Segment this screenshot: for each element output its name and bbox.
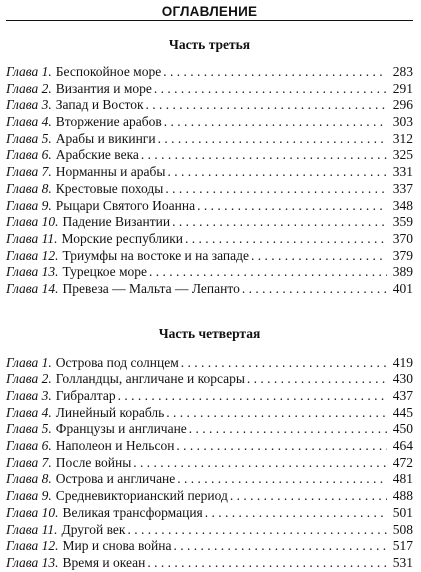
page-number: 430 [392,371,413,387]
chapter-label: Глава 4. [6,404,52,420]
toc-entry [6,405,413,422]
page-number: 531 [392,554,413,570]
toc-entry [6,97,413,114]
chapter-title: Турецкое море [62,264,148,280]
chapter-title: Мир и снова война [62,538,172,554]
chapter-label: Глава 6. [6,147,52,163]
page-number: 419 [392,354,413,370]
chapter-title: Морские республики [61,230,183,246]
page-number: 312 [392,130,413,146]
dot-leader [176,438,387,455]
chapter-label: Глава 1. [6,64,52,79]
dot-leader [181,355,387,372]
chapter-label: Глава 9. [6,488,52,504]
part-title-4: Часть четвертая [158,325,261,341]
page-number: 488 [392,488,413,504]
part-title-3: Часть третья [168,37,251,52]
page-number: 337 [392,180,413,196]
chapter-title: Острова под солнцем [55,354,179,370]
toc-entry [6,248,413,265]
chapter-label: Глава 8. [6,180,52,196]
toc-entry [6,522,413,539]
toc-entry [6,538,413,555]
page-number: 464 [392,438,413,454]
chapter-label: Глава 13. [6,264,59,280]
page-number: 370 [392,230,413,246]
page-number: 359 [392,214,413,230]
dot-leader [127,522,387,539]
chapter-label: Глава 8. [6,471,52,487]
chapter-title: Крестовые походы [55,180,164,196]
page-number: 401 [392,280,413,296]
chapter-label: Глава 10. [6,504,59,520]
page-number: 379 [392,247,413,263]
chapter-title: Падение Византии [62,214,171,230]
page-number: 283 [392,64,413,79]
page-number: 472 [392,454,413,470]
chapter-title: Голландцы, англичане и корсары [55,371,245,387]
dot-leader [165,181,387,198]
dot-leader [158,131,387,148]
chapter-title: Рыцари Святого Иоанна [55,197,196,213]
toc-entry [6,81,413,98]
dot-leader [177,471,387,488]
toc-entry [6,388,413,405]
toc-entry [6,114,413,131]
toc-entry [6,231,413,248]
dot-leader [141,147,387,164]
chapter-label: Глава 1. [6,354,52,370]
chapter-title: Триумфы на востоке и на западе [62,247,249,263]
page-number: 291 [392,80,413,96]
dot-leader [163,64,387,81]
dot-leader [172,214,387,231]
chapter-label: Глава 5. [6,421,52,437]
toc-entry [6,147,413,164]
page-number: 303 [392,114,413,130]
chapter-title: Арабы и викинги [55,130,156,146]
chapter-title: После войны [55,454,132,470]
page-number: 331 [392,164,413,180]
dot-leader [247,371,387,388]
dot-leader [242,281,387,298]
dot-leader [166,405,387,422]
toc-entry [6,471,413,488]
toc-entry [6,355,413,372]
toc-entry [6,455,413,472]
toc-entry [6,64,413,81]
dot-leader [154,81,387,98]
toc-entry [6,555,413,572]
page-number: 508 [392,521,413,537]
header-rule [6,20,413,21]
chapter-title: Время и океан [62,554,146,570]
page-number: 501 [392,504,413,520]
chapter-label: Глава 5. [6,130,52,146]
chapter-label: Глава 4. [6,114,52,130]
chapter-title: Беспокойное море [55,64,162,79]
chapter-label: Глава 13. [6,554,59,570]
chapter-title: Гибралтар [55,388,116,403]
chapter-label: Глава 2. [6,371,52,387]
page-number: 389 [392,264,413,280]
chapter-label: Глава 3. [6,97,52,113]
toc-entry [6,488,413,505]
dot-leader [205,505,387,522]
chapter-label: Глава 14. [6,280,59,296]
dot-leader [167,164,387,181]
toc-entry [6,214,413,231]
chapter-label: Глава 7. [6,454,52,470]
dot-leader [133,455,387,472]
toc-entry [6,371,413,388]
chapter-title: Средневикторианский период [55,488,228,504]
chapter-label: Глава 3. [6,388,52,403]
dot-leader [149,264,387,281]
toc-list-part-3 [6,64,413,298]
chapter-title: Наполеон и Нельсон [55,438,175,454]
chapter-label: Глава 11. [6,230,58,246]
chapter-title: Острова и англичане [55,471,176,487]
chapter-label: Глава 9. [6,197,52,213]
chapter-label: Глава 6. [6,438,52,454]
toc-entry [6,164,413,181]
dot-leader [185,231,387,248]
page-number: 481 [392,471,413,487]
page-number: 348 [392,197,413,213]
page-number: 437 [392,388,413,403]
dot-leader [230,488,387,505]
dot-leader [174,538,388,555]
toc-entry [6,264,413,281]
chapter-title: Византия и море [55,80,152,96]
page-number: 296 [392,97,413,113]
toc-entry [6,281,413,298]
chapter-title: Норманны и арабы [55,164,166,180]
dot-leader [164,114,387,131]
toc-entry [6,505,413,522]
chapter-label: Глава 11. [6,521,58,537]
chapter-label: Глава 7. [6,164,52,180]
page-number: 517 [392,538,413,554]
chapter-title: Запад и Восток [55,97,144,113]
dot-leader [146,97,387,114]
chapter-label: Глава 10. [6,214,59,230]
dot-leader [118,388,387,405]
dot-leader [197,198,387,215]
toc-entry [6,181,413,198]
chapter-title: Превеза — Мальта — Лепанто [62,280,240,296]
chapter-title: Французы и англичане [55,421,187,437]
page-header: ОГЛАВЛЕНИЕ [161,4,258,19]
dot-leader [251,248,387,265]
chapter-label: Глава 12. [6,538,59,554]
chapter-title: Другой век [61,521,126,537]
dot-leader [147,555,387,572]
chapter-label: Глава 2. [6,80,52,96]
toc-entry [6,131,413,148]
chapter-label: Глава 12. [6,247,59,263]
toc-entry [6,198,413,215]
toc-list-part-4 [6,355,413,572]
chapter-title: Линейный корабль [55,404,165,420]
toc-entry [6,421,413,438]
page-number: 450 [392,421,413,437]
toc-entry [6,438,413,455]
page-number: 445 [392,404,413,420]
chapter-title: Великая трансформация [62,504,203,520]
dot-leader [189,421,387,438]
chapter-title: Вторжение арабов [55,114,162,130]
page-number: 325 [392,147,413,163]
chapter-title: Арабские века [55,147,139,163]
